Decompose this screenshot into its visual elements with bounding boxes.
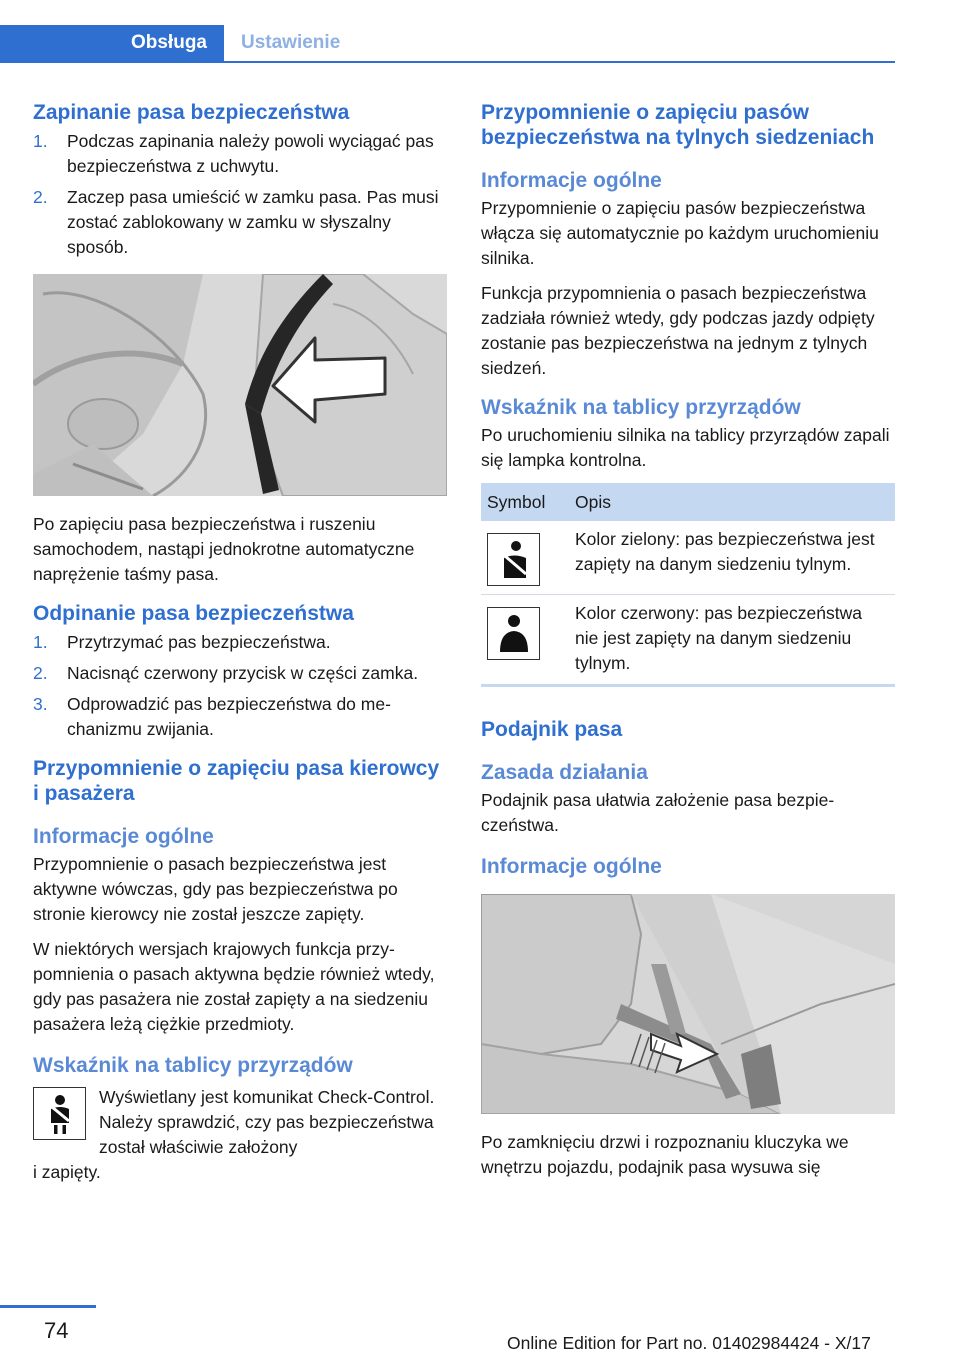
heading-indicator: Wskaźnik na tablicy przyrządów	[33, 1054, 353, 1077]
right-column	[481, 100, 895, 1190]
table-row	[481, 595, 895, 686]
rear-text-2: Funkcja przypomnienia o pasach bezpieczeństwa zadziała również wtedy, gdy podczas jazdy odpięty zostanie pas bezpieczeństwa na jednym z tylnych siedzeń.	[481, 283, 875, 378]
header-tabs	[0, 25, 895, 63]
footer-divider	[0, 1305, 96, 1308]
seatbelt-buckle-illustration	[33, 274, 447, 496]
rear-text-1: Przypomnienie o zapięciu pasów bezpieczeństwa włącza się automatycznie po każdym uruchomieniu silnika.	[481, 198, 879, 268]
left-column	[33, 100, 447, 1195]
row-desc: Kolor czerwony: pas bezpieczeństwa nie jest zapięty na danym siedzeniu tylnym.	[575, 603, 862, 673]
row-desc: Kolor zielony: pas bezpieczeństwa jest zapięty na danym siedzeniu tylnym.	[569, 521, 895, 595]
heading-driver-reminder: Przypomnienie o zapięciu pasa kierowcy i pasażera	[33, 757, 440, 805]
heading-fasten: Zapinanie pasa bezpieczeństwa	[33, 101, 350, 124]
indicator-text: Wyświetlany jest komunikat Check-Control. Należy sprawdzić, czy pas bezpieczeństwa został właściwie założony	[99, 1087, 435, 1157]
list-item: 1. Podczas zapinania należy powoli wyciągać pas bezpieczeństwa z uchwytu.	[33, 131, 434, 176]
indicator-text: Po uruchomieniu silnika na tablicy przyrządów zapali się lampka kontrolna.	[481, 425, 890, 470]
edition-text: Online Edition for Part no. 01402984424 - X/17	[507, 1333, 871, 1353]
after-fasten-text: Po zapięciu pasa bezpieczeństwa i ruszeniu samochodem, nastąpi jednokrotne automatyczne naprężenie taśmy pasa.	[33, 514, 415, 584]
presenter-text: Podajnik pasa ułatwia założenie pasa bezpieczeństwa.	[481, 790, 835, 835]
seatbelt-fastened-icon	[487, 533, 540, 586]
heading-rear-reminder: Przypomnienie o zapięciu pasów bezpieczeństwa na tylnych siedzeniach	[481, 101, 875, 149]
col-desc: Opis	[569, 483, 895, 521]
list-item: 2. Zaczep pasa umieścić w zamku pasa. Pas musi zostać zablokowany w zamku w słyszalny sposób.	[33, 187, 439, 257]
seatbelt-warning-icon	[33, 1087, 86, 1140]
tab-ustawienie[interactable]: Ustawienie	[241, 32, 341, 53]
symbol-table	[481, 483, 895, 687]
heading-general-info: Informacje ogólne	[481, 855, 662, 878]
indicator-tail: i zapięty.	[33, 1162, 101, 1182]
presenter-general-text: Po zamknięciu drzwi i rozpoznaniu kluczyka we wnętrzu pojazdu, podajnik pasa wysuwa się	[481, 1132, 849, 1177]
fasten-steps	[33, 129, 447, 260]
heading-unfasten: Odpinanie pasa bezpieczeństwa	[33, 602, 354, 625]
list-item: 3. Odprowadzić pas bezpieczeństwa do mechanizmu zwijania.	[33, 694, 391, 739]
general-text-2: W niektórych wersjach krajowych funkcja przypomnienia o pasach aktywna będzie również wtedy, gdy pas pasażera nie został zapięty a na siedzeniu pasażera leżą ciężkie przedmioty.	[33, 939, 435, 1034]
page-number: 74	[44, 1318, 69, 1343]
person-unbelted-icon	[487, 607, 540, 660]
list-item: 1. Przytrzymać pas bezpieczeństwa.	[33, 632, 331, 652]
heading-principle: Zasada działania	[481, 761, 648, 784]
heading-general-info: Informacje ogólne	[481, 169, 662, 192]
col-symbol: Symbol	[481, 483, 569, 521]
indicator-block	[33, 1085, 447, 1160]
heading-indicator: Wskaźnik na tablicy przyrządów	[481, 396, 801, 419]
heading-general-info: Informacje ogólne	[33, 825, 214, 848]
belt-presenter-illustration	[481, 894, 895, 1114]
heading-belt-presenter: Podajnik pasa	[481, 718, 623, 741]
tab-obsluga[interactable]: Obsługa	[0, 25, 224, 61]
list-item: 2. Nacisnąć czerwony przycisk w części zamka.	[33, 663, 419, 683]
table-row	[481, 521, 895, 595]
general-text-1: Przypomnienie o pasach bezpieczeństwa jest aktywne wówczas, gdy pas bezpieczeństwa po stronie kierowcy nie został jeszcze zapięty.	[33, 854, 398, 924]
unfasten-steps	[33, 630, 447, 742]
